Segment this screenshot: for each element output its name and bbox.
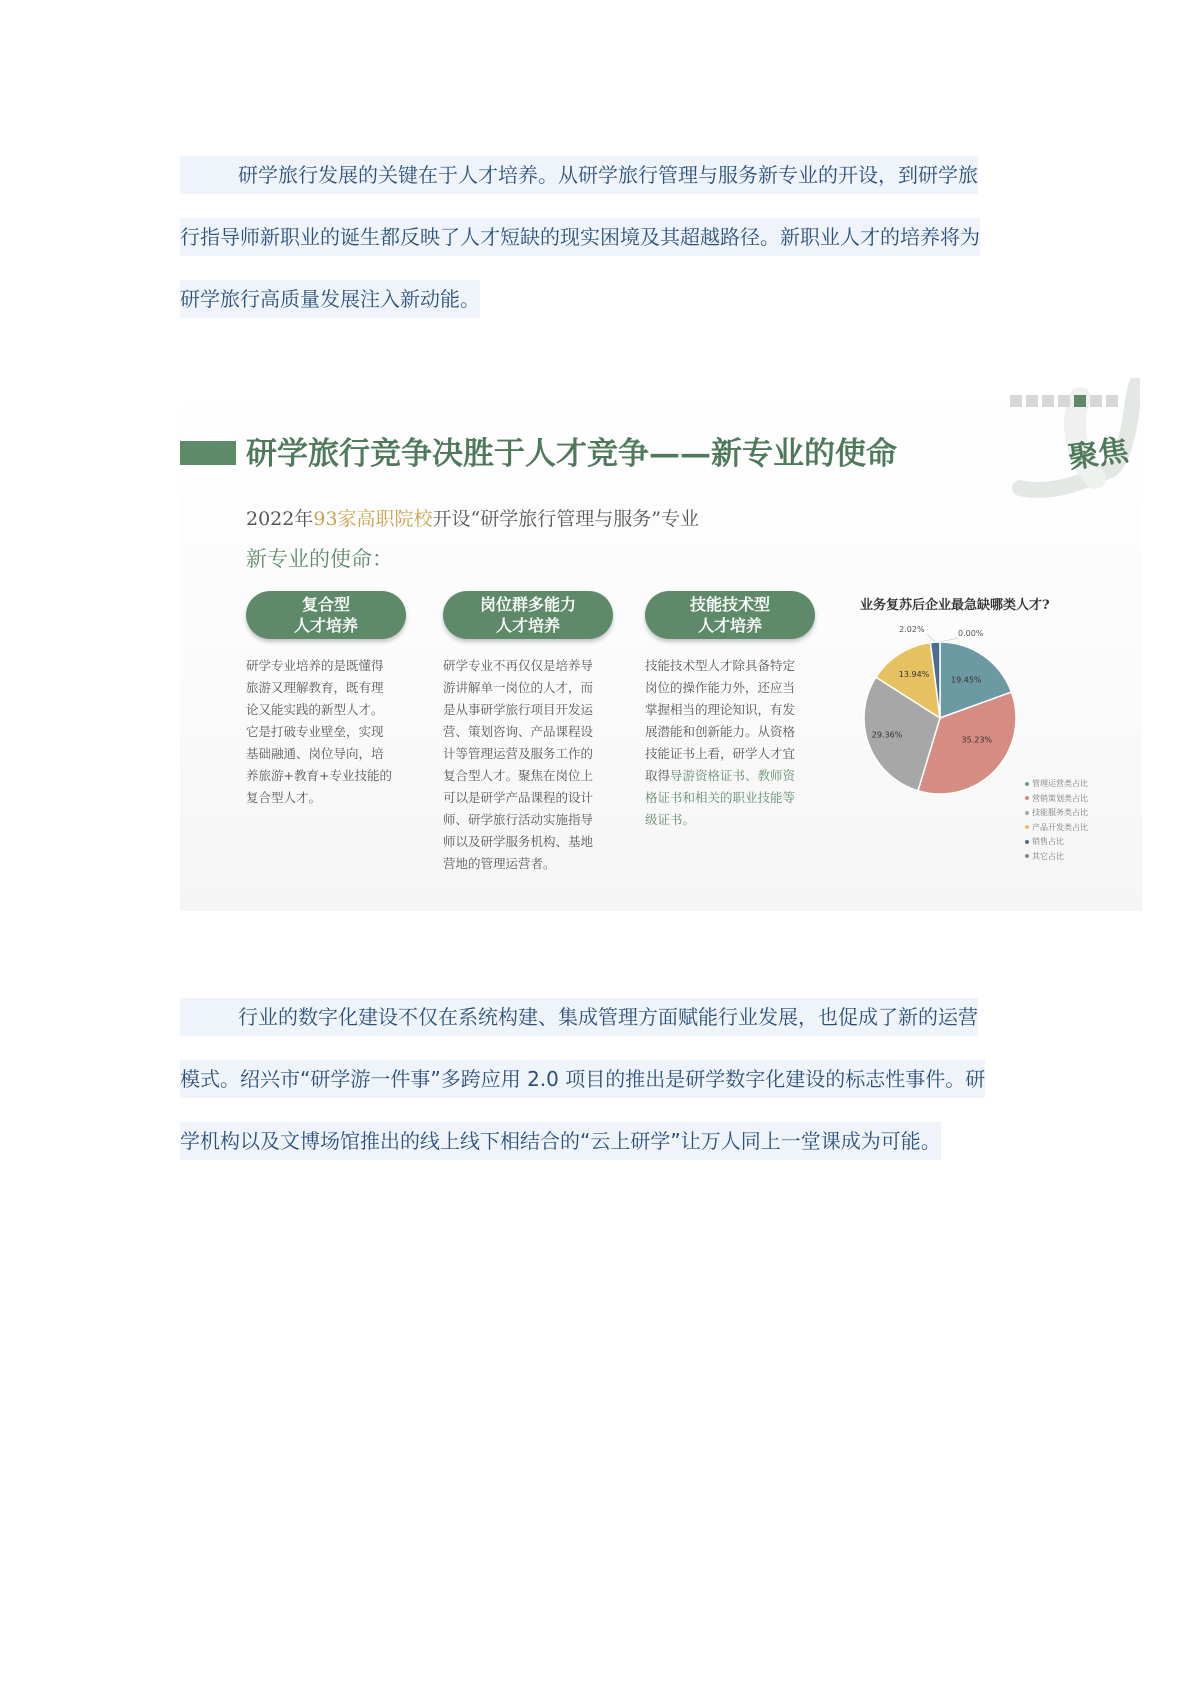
mission-heading: 新专业的使命：	[246, 547, 393, 571]
pie-data-label: 19.45%	[951, 675, 982, 685]
pie-leader-line	[940, 638, 958, 642]
legend-label: 管理运营类占比	[1032, 779, 1088, 788]
column-text-multi-skill: 研学专业不再仅仅是培养导 游讲解单一岗位的人才，而 是从事研学旅行项目开发运 营、策划咨询、产品课程设 计等管理运营及服务工作的 复合型人才。聚焦在岗位上 可以是研学产品课程的设计 师、研学旅行活动实施指导 师以及研学服务机构、基地 营地的管理运营者。	[443, 658, 594, 871]
legend-label: 技能服务类占比	[1032, 808, 1088, 817]
legend-swatch	[1025, 854, 1029, 858]
legend-swatch	[1025, 782, 1029, 786]
pie-data-label: 13.94%	[898, 670, 930, 680]
pie-chart	[860, 623, 1030, 803]
paragraph-line: 行指导师新职业的诞生都反映了人才短缺的现实困境及其超越路径。新职业人才的培养将为	[180, 218, 980, 256]
figure-subtitle: 2022年93家高职院校开设“研学旅行管理与服务”专业	[246, 508, 699, 530]
column-text-technical: 技能技术型人才除具备特定 岗位的操作能力外，还应当 掌握相当的理论知识，有发 展潜能和创新能力。从资格 技能证书上看，研学人才宜 取得导游资格证书、教师资 格证书和相关的职业技能等 级证书。	[645, 658, 796, 827]
title-accent-bar	[180, 441, 236, 465]
legend-swatch	[1025, 825, 1029, 829]
pill-composite-talent: 复合型 人才培养	[246, 591, 406, 639]
legend-label: 营销策划类占比	[1032, 793, 1088, 803]
figure-title: 研学旅行竞争决胜于人才竞争——新专业的使命	[246, 436, 897, 472]
pie-data-label: 0.00%	[958, 629, 984, 638]
legend-item	[1025, 850, 1088, 865]
paragraph-line: 学机构以及文博场馆推出的线上线下相结合的“云上研学”让万人同上一堂课成为可能。	[180, 1122, 941, 1160]
page-indicator	[1010, 392, 1122, 411]
pie-data-label: 29.36%	[871, 730, 903, 740]
pill-technical-talent: 技能技术型 人才培养	[645, 591, 815, 639]
legend-label: 销售占比	[1032, 837, 1064, 846]
paragraph-line: 行业的数字化建设不仅在系统构建、集成管理方面赋能行业发展，也促成了新的运营	[180, 998, 978, 1036]
pie-legend	[1025, 777, 1088, 864]
paragraph-line: 研学旅行高质量发展注入新动能。	[180, 280, 480, 318]
legend-item	[1025, 792, 1088, 807]
legend-item	[1025, 806, 1088, 821]
legend-label: 产品开发类占比	[1032, 822, 1088, 832]
legend-label: 其它占比	[1032, 851, 1064, 861]
pie-data-label: 2.02%	[899, 625, 925, 635]
pill-multi-skill-talent: 岗位群多能力 人才培养	[443, 591, 613, 639]
pie-leader-line	[927, 634, 935, 642]
column-text-composite: 研学专业培养的是既懂得 旅游又理解教育，既有理 论又能实践的新型人才。 它是打破专业壁垒，实现 基础融通、岗位导向，培 养旅游+教育+专业技能的 复合型人才。	[246, 658, 392, 805]
legend-swatch	[1025, 811, 1029, 815]
legend-item	[1025, 777, 1088, 792]
paragraph-line: 模式。绍兴市“研学游一件事”多跨应用 2.0 项目的推出是研学数字化建设的标志性事件。研	[180, 1060, 985, 1098]
legend-swatch	[1025, 840, 1029, 844]
infographic-figure	[180, 378, 1142, 911]
pie-data-label: 35.23%	[961, 735, 993, 745]
pie-chart-title: 业务复苏后企业最急缺哪类人才?	[860, 598, 1050, 613]
legend-item	[1025, 835, 1088, 850]
legend-swatch	[1025, 796, 1029, 800]
paragraph-line: 研学旅行发展的关键在于人才培养。从研学旅行管理与服务新专业的开设，到研学旅	[180, 156, 978, 194]
svg-text:聚焦: 聚焦	[1066, 432, 1131, 476]
legend-item	[1025, 821, 1088, 836]
